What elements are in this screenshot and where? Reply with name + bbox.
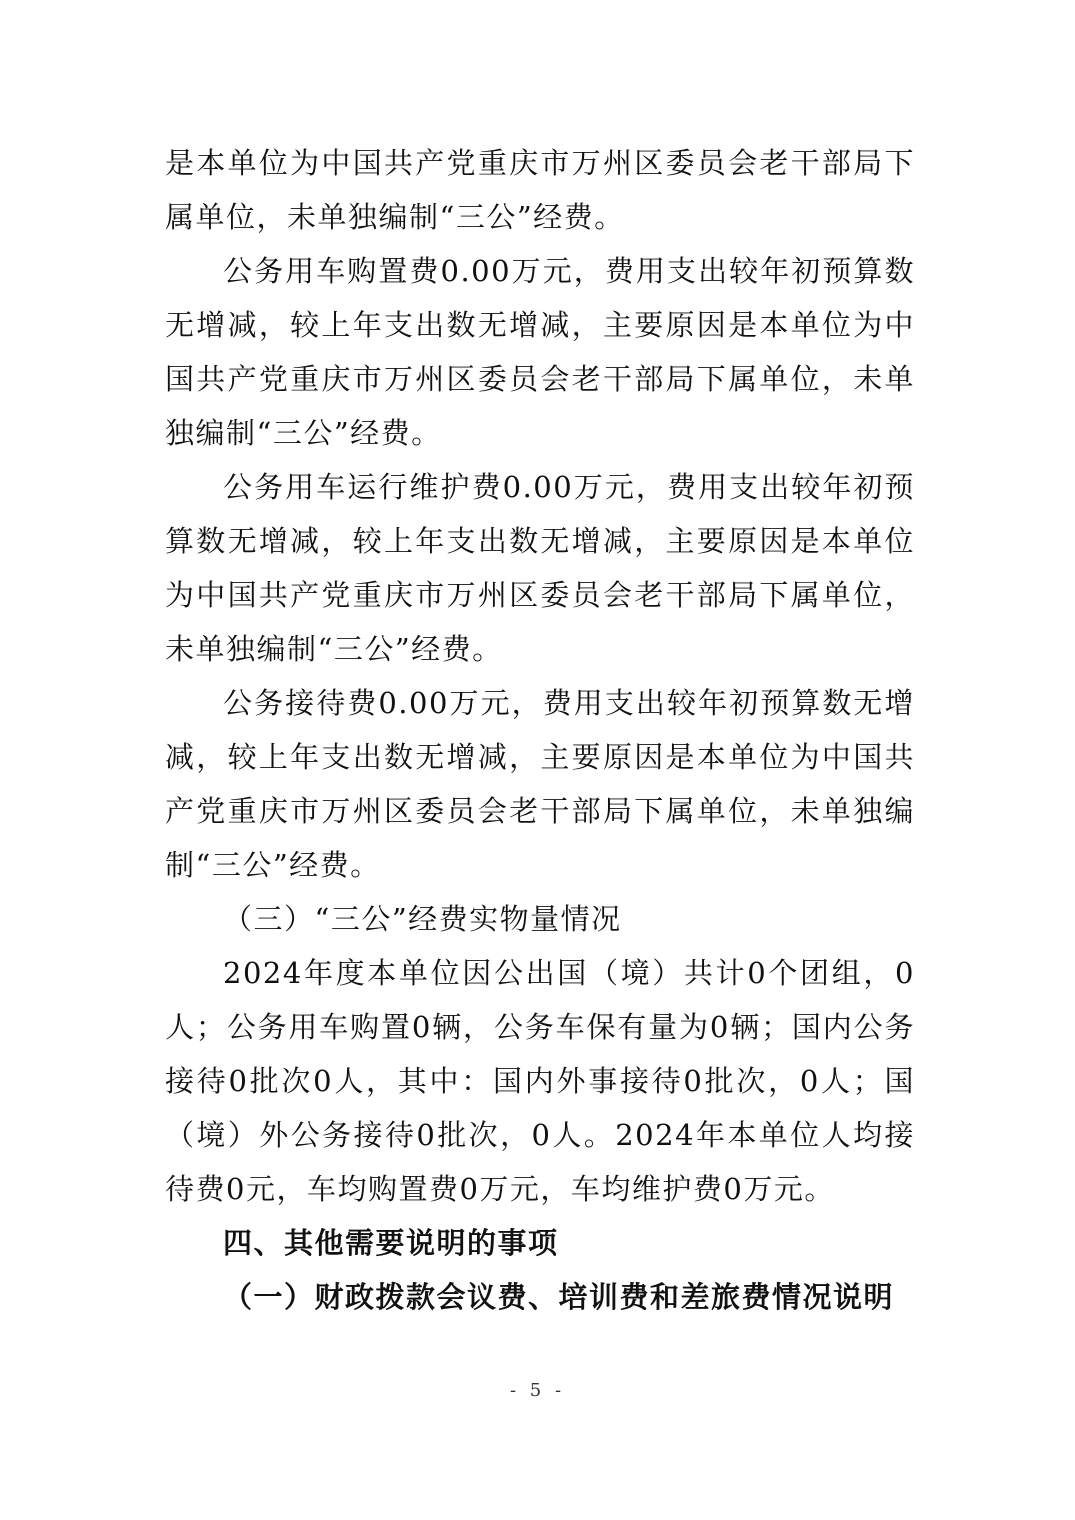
page-number: - 5 - bbox=[509, 1380, 566, 1401]
section-heading-meeting-training-travel: （一）财政拨款会议费、培训费和差旅费情况说明 bbox=[223, 1280, 895, 1314]
paragraph-reception: 公务接待费0.00万元，费用支出较年初预算数无增减，较上年支出数无增减，主要原因是本单位为中国共产党重庆市万州区委员会老干部局下属单位，未单独编制“三公”经费。 bbox=[165, 686, 915, 882]
paragraph-vehicle-maintenance: 公务用车运行维护费0.00万元，费用支出较年初预算数无增减，较上年支出数无增减，主要原因是本单位为中国共产党重庆市万州区委员会老干部局下属单位，未单独编制“三公”经费。 bbox=[165, 470, 915, 666]
paragraph-vehicle-purchase: 公务用车购置费0.00万元，费用支出较年初预算数无增减，较上年支出数无增减，主要原因是本单位为中国共产党重庆市万州区委员会老干部局下属单位，未单独编制“三公”经费。 bbox=[165, 254, 915, 450]
section-heading-other-matters: 四、其他需要说明的事项 bbox=[223, 1226, 559, 1260]
document-body bbox=[165, 136, 915, 1324]
paragraph-physical-quantity: 2024年度本单位因公出国（境）共计0个团组，0人；公务用车购置0辆，公务车保有量为0辆；国内公务接待0批次0人，其中：国内外事接待0批次，0人；国（境）外公务接待0批次，0人。2024年本单位人均接待费0元，车均购置费0万元，车均维护费0万元。 bbox=[165, 956, 915, 1206]
paragraph-continuation: 是本单位为中国共产党重庆市万州区委员会老干部局下属单位，未单独编制“三公”经费。 bbox=[165, 146, 915, 234]
section-heading-physical-quantity: （三）“三公”经费实物量情况 bbox=[223, 902, 622, 936]
